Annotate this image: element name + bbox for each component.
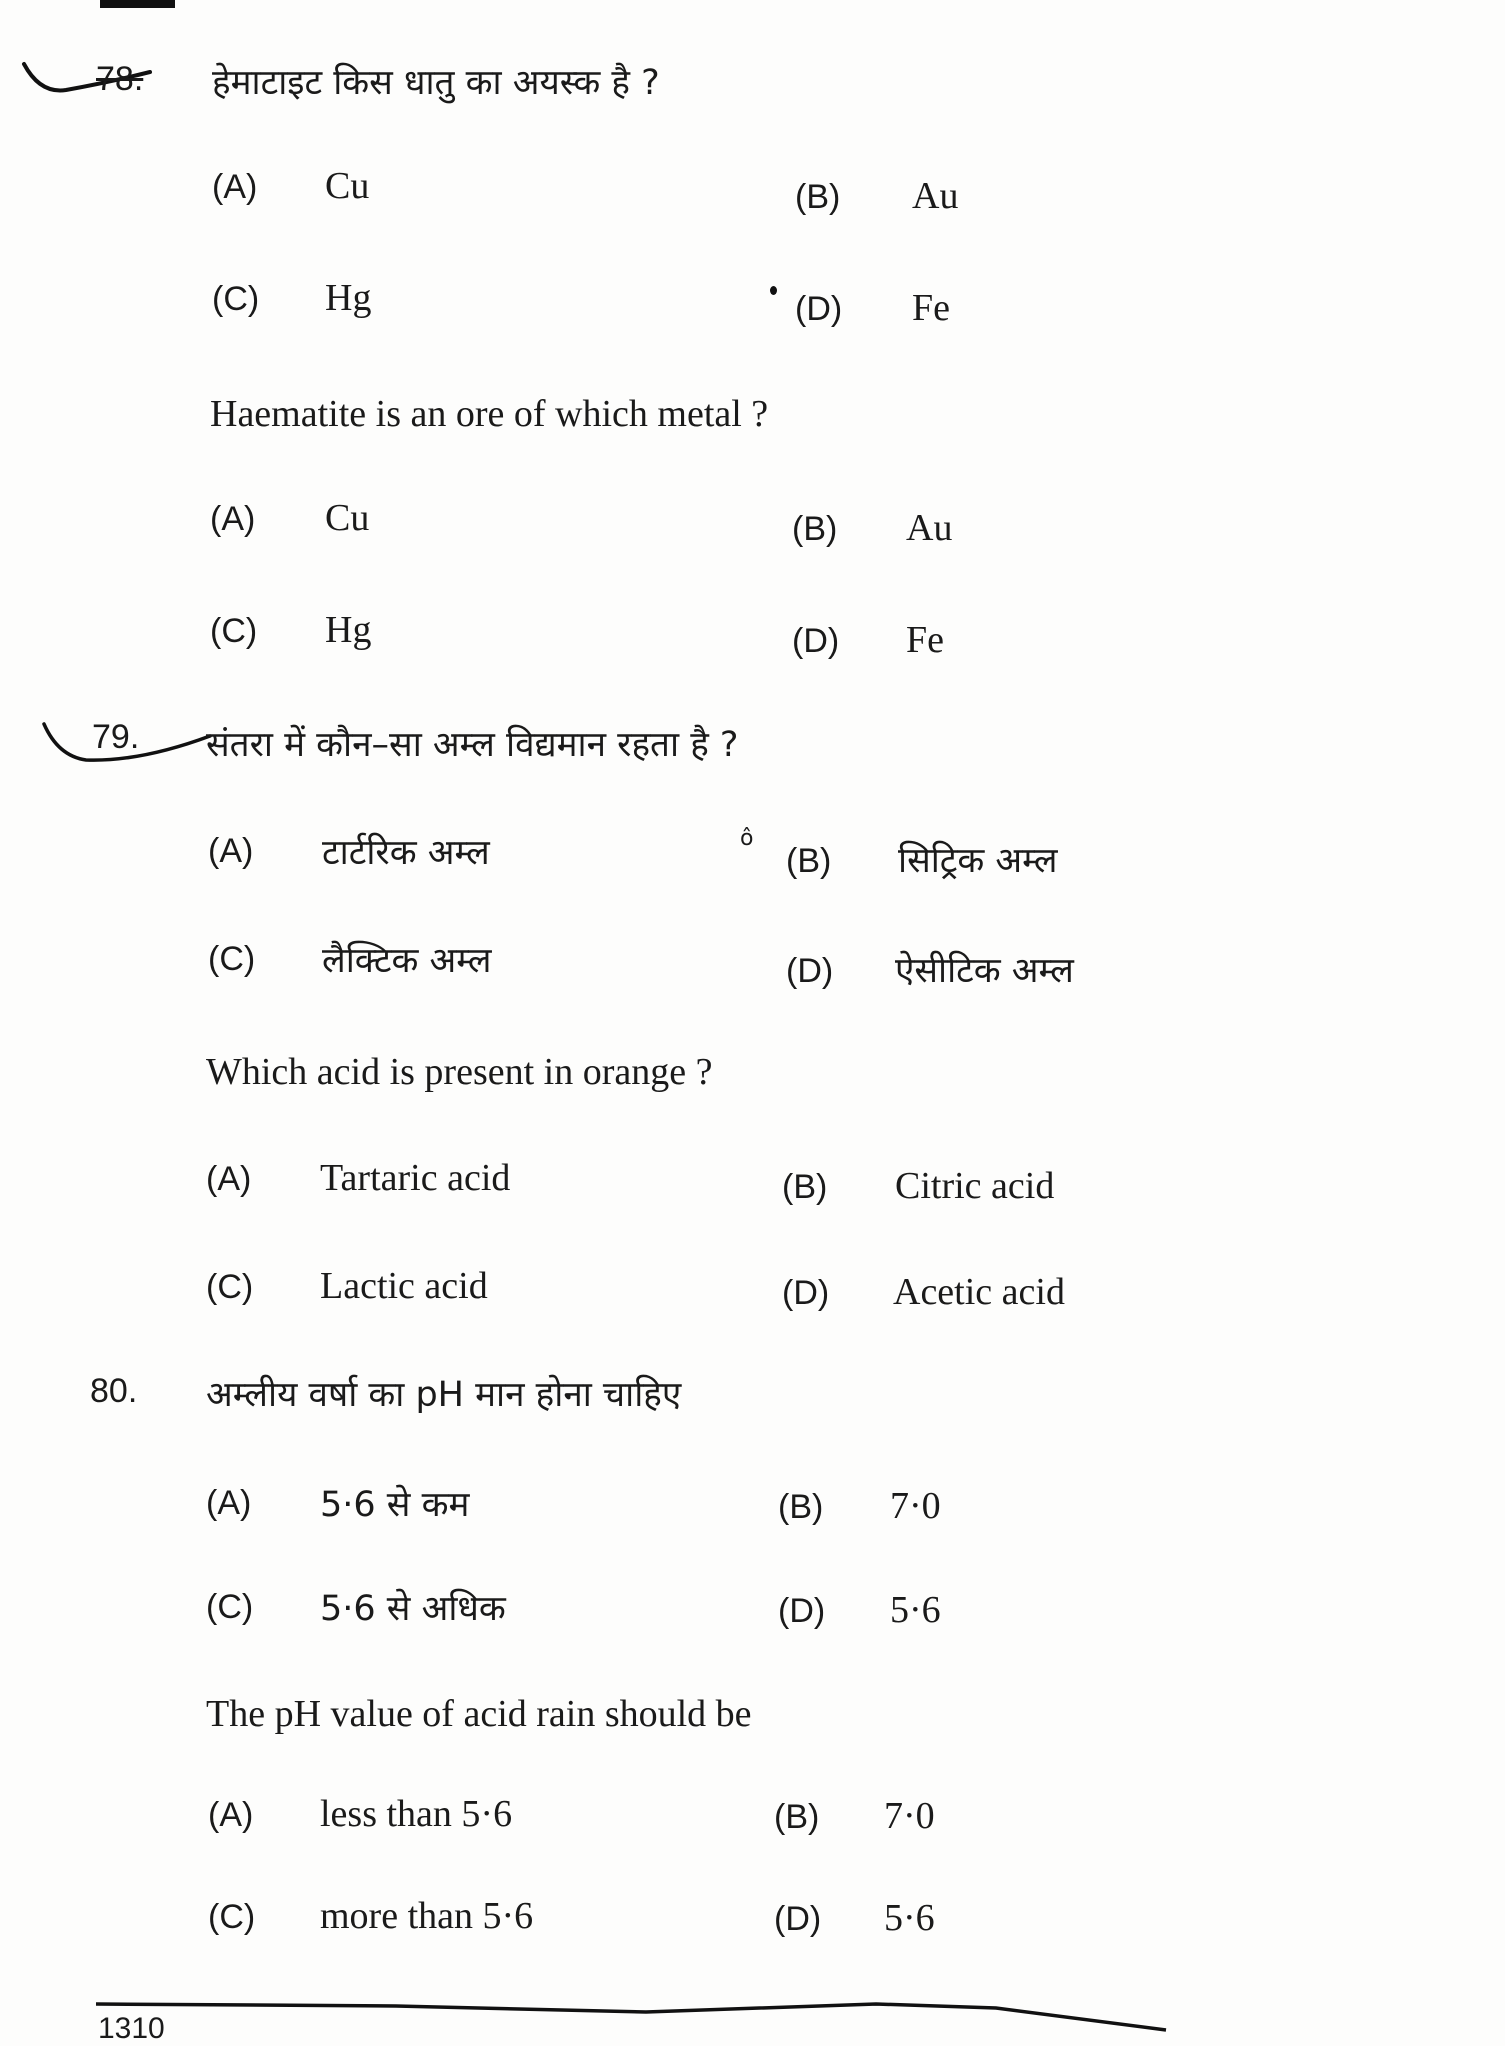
scan-top-edge-mark	[100, 0, 175, 8]
option-label: (A)	[206, 1484, 252, 1522]
option-label: (B)	[778, 1488, 824, 1526]
option-value: टार्टरिक अम्ल	[322, 833, 490, 873]
question-text-hindi: अम्लीय वर्षा का pH मान होना चाहिए	[206, 1375, 682, 1415]
option-label: (C)	[208, 940, 256, 978]
option-label: (A)	[208, 832, 254, 870]
option-label: (A)	[208, 1796, 254, 1834]
option-value: less than 5·6	[320, 1793, 513, 1835]
question-text-english: Which acid is present in orange ?	[206, 1051, 713, 1093]
option-value: 5·6	[884, 1897, 935, 1939]
option-value: Cu	[325, 165, 370, 207]
question-text-english: The pH value of acid rain should be	[206, 1693, 752, 1735]
option-value: 7·0	[884, 1795, 935, 1837]
option-value: Au	[906, 507, 953, 549]
option-label: (C)	[212, 280, 260, 318]
question-number: 78.	[96, 60, 144, 98]
option-value: Citric acid	[895, 1165, 1055, 1207]
option-label: (A)	[210, 500, 256, 538]
option-value: Fe	[912, 287, 950, 329]
option-label: (B)	[774, 1798, 820, 1836]
option-label: (B)	[792, 510, 838, 548]
option-label: (A)	[212, 168, 258, 206]
option-value: 7·0	[890, 1485, 941, 1527]
question-number: 79.	[92, 718, 140, 756]
option-value: Hg	[325, 277, 372, 319]
option-label: (B)	[782, 1168, 828, 1206]
option-label: (D)	[782, 1274, 830, 1312]
question-text-hindi: हेमाटाइट किस धातु का अयस्क है ?	[212, 63, 660, 103]
question-text-english: Haematite is an ore of which metal ?	[210, 393, 769, 435]
option-label: (C)	[206, 1588, 254, 1626]
option-label: (A)	[206, 1160, 252, 1198]
option-value: Cu	[325, 497, 370, 539]
option-value: 5·6	[890, 1589, 941, 1631]
option-value: ऐसीटिक अम्ल	[895, 951, 1074, 991]
option-label: (D)	[774, 1900, 822, 1938]
page-number: 1310	[98, 2012, 165, 2045]
question-number: 80.	[90, 1372, 138, 1410]
option-label: (D)	[778, 1592, 826, 1630]
question-text-hindi: संतरा में कौन–सा अम्ल विद्यमान रहता है ?	[206, 725, 739, 765]
option-label: (B)	[786, 842, 832, 880]
option-label: (D)	[786, 952, 834, 990]
option-value: सिट्रिक अम्ल	[898, 841, 1058, 881]
option-label: (C)	[206, 1268, 254, 1306]
option-value: लैक्टिक अम्ल	[322, 941, 492, 981]
option-value: Au	[912, 175, 959, 217]
option-value: Tartaric acid	[320, 1157, 511, 1199]
option-value: 5·6 से कम	[320, 1485, 470, 1525]
option-label: (C)	[210, 612, 258, 650]
option-value: Fe	[906, 619, 944, 661]
option-label: (C)	[208, 1898, 256, 1936]
footer-rule	[96, 2000, 1196, 2040]
pen-dot-mark	[770, 286, 777, 295]
option-label: (D)	[795, 290, 843, 328]
option-value: Lactic acid	[320, 1265, 488, 1307]
pen-mark: ô	[740, 826, 754, 851]
option-value: Hg	[325, 609, 372, 651]
option-value: more than 5·6	[320, 1895, 534, 1937]
option-label: (D)	[792, 622, 840, 660]
option-value: 5·6 से अधिक	[320, 1589, 506, 1629]
option-value: Acetic acid	[893, 1271, 1065, 1313]
option-label: (B)	[795, 178, 841, 216]
